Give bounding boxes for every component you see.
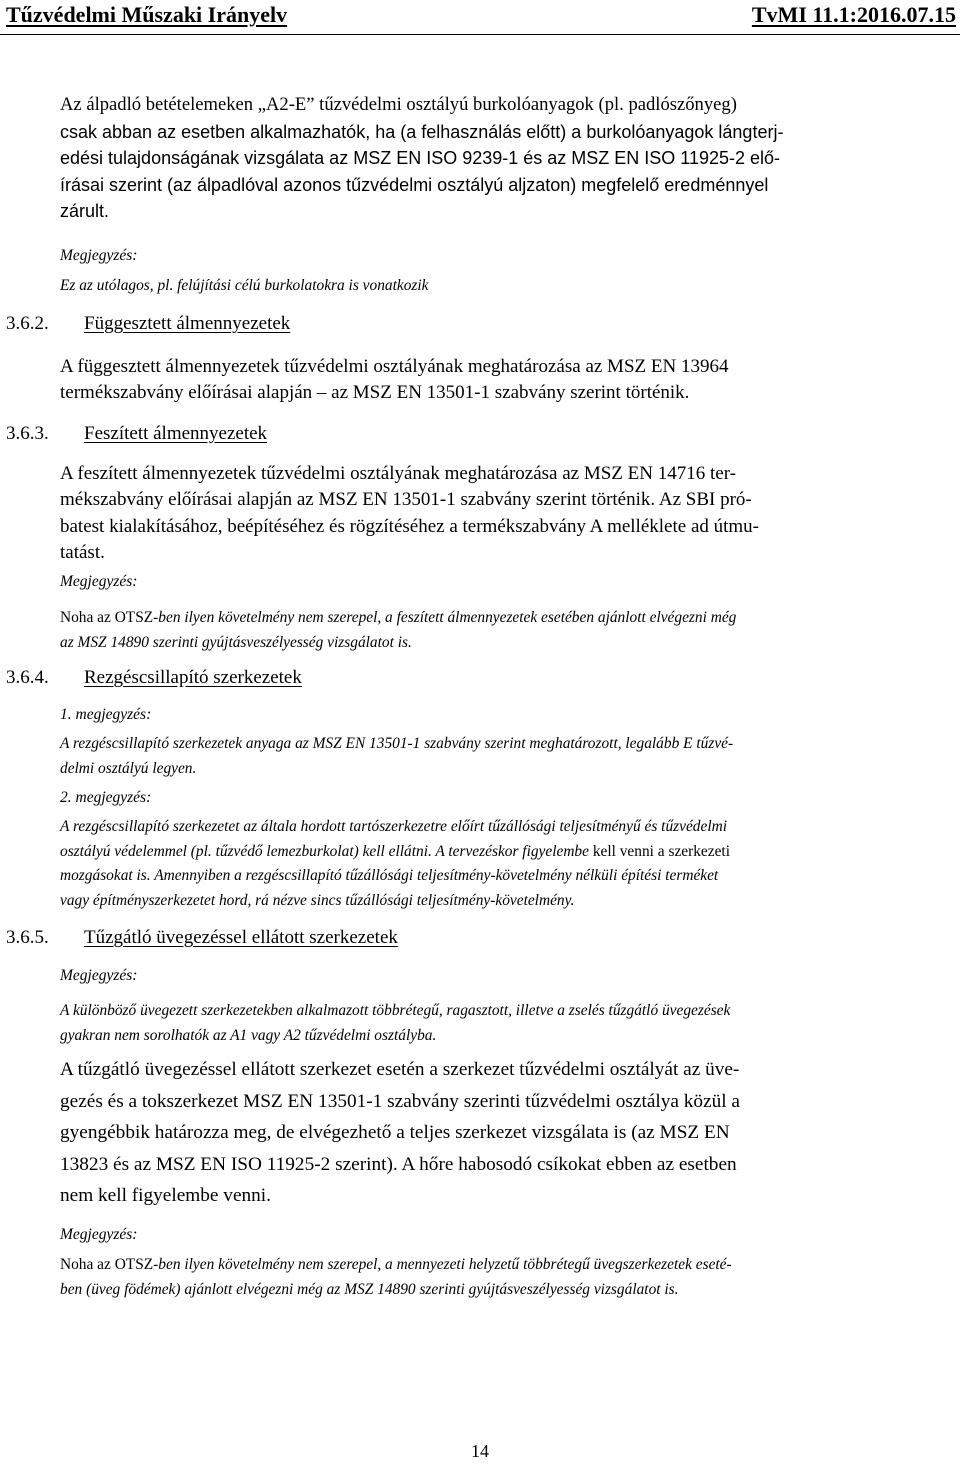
section-body: [60, 354, 956, 407]
section-heading-3-6-5: [6, 927, 398, 949]
section-body: [60, 461, 956, 567]
note-text: Ez az utólagos, pl. felújítási célú burkolatokra is vonatkozik: [60, 277, 429, 294]
text-line: nem kell figyelembe venni.: [60, 1185, 271, 1206]
section-title: Feszített álmennyezetek: [84, 423, 268, 444]
note-line: delmi osztályú legyen.: [60, 759, 197, 777]
text-line: tatást.: [60, 542, 105, 564]
note-line: A rezgéscsillapító szerkezetek anyaga az MSZ EN 13501-1 szabvány szerint meghatározott, legalább E tűzvé-: [60, 735, 734, 752]
note-line: [60, 1253, 956, 1278]
text-line: zárult.: [60, 201, 110, 221]
text-line: csak abban az esetben alkalmazhatók, ha (a felhasználás előtt) a burkolóanyagok lángterj-: [60, 121, 784, 142]
document-code: TvMI 11.1:2016.07.15: [751, 2, 956, 27]
section-heading-3-6-4: [6, 667, 302, 689]
text-line: gezés és a tokszerkezet MSZ EN 13501-1 szabvány szerinti tűzvédelmi osztálya közül a: [60, 1090, 740, 1112]
section-title: Tűzgátló üvegezéssel ellátott szerkezetek: [84, 927, 398, 948]
note-text: [60, 1253, 956, 1302]
note-line-start: osztályú védelemmel (pl. tűzvédő lemezburkolat) kell ellátni. A tervezéskor figyelembe: [60, 842, 593, 860]
note-line-start: Noha az OTSZ-: [60, 609, 159, 626]
note-label: Megjegyzés:: [60, 247, 138, 264]
text-line: A feszített álmennyezetek tűzvédelmi osztályának meghatározása az MSZ EN 14716 ter-: [60, 463, 736, 484]
note-line: gyakran nem sorolhatók az A1 vagy A2 tűzvédelmi osztályba.: [60, 1026, 437, 1044]
note-line: [60, 864, 956, 889]
text-line: A függesztett álmennyezetek tűzvédelmi osztályának meghatározása az MSZ EN 13964: [60, 356, 729, 377]
text-line: írásai szerint (az álpadlóval azonos tűzvédelmi osztályú aljzaton) megfelelő eredménnyel: [60, 174, 769, 195]
note-label: 1. megjegyzés:: [60, 706, 152, 723]
note-line-rest: ben ilyen követelmény nem szerepel, a mennyezeti helyzetű többrétegű üvegszerkezetek eseté-: [158, 1256, 732, 1273]
section-body: [60, 1054, 956, 1212]
note-line-rest: ben (üveg födémek) ajánlott elvégezni még az MSZ 14890 szerinti gyújtásveszélyesség vizsgálatot is.: [60, 1280, 679, 1298]
note-line-rest: kell venni a szerkezeti: [592, 842, 730, 860]
note-text: [60, 732, 956, 781]
note-text: [60, 815, 956, 913]
text-line: 13823 és az MSZ EN ISO 11925-2 szerint). A hőre habosodó csíkokat ebben az esetben: [60, 1153, 737, 1175]
note-line: [60, 606, 956, 631]
note-line: [60, 840, 956, 865]
text-line: Az álpadló betételemeken „A2-E” tűzvédelmi osztályú burkolóanyagok (pl. padlószőnyeg): [60, 94, 737, 115]
note-line-start: mozgásokat is. Amennyiben a rezgéscsillapító tűzállósági teljesítmény-követelmény nélküli építési terméket: [60, 867, 719, 884]
note-line-start: vagy építményszerkezetet hord, rá nézve sincs tűzállósági teljesítmény-követelmény.: [60, 891, 575, 909]
text-line: A tűzgátló üvegezéssel ellátott szerkezet esetén a szerkezet tűzvédelmi osztályát az üve-: [60, 1059, 740, 1080]
section-number: 3.6.3.: [6, 423, 49, 444]
note-label: 2. megjegyzés:: [60, 789, 152, 806]
note-line-rest: ben ilyen követelmény nem szerepel, a feszített álmennyezetek esetében ajánlott elvégezni még: [158, 609, 737, 626]
section-number: 3.6.4.: [6, 667, 49, 688]
text-line: mékszabvány előírásai alapján az MSZ EN 13501-1 szabvány szerint történik. Az SBI pró-: [60, 489, 752, 511]
text-line: batest kialakításához, beépítéséhez és rögzítéséhez a termékszabvány A melléklete ad útmu-: [60, 515, 760, 537]
section-number: 3.6.2.: [6, 313, 49, 334]
note-line: [60, 889, 956, 914]
note-line: [60, 631, 956, 656]
intro-paragraph: [60, 92, 956, 225]
note-text: [60, 999, 956, 1048]
note-text: [60, 606, 956, 655]
text-line: termékszabvány előírásai alapján – az MSZ EN 13501-1 szabvány szerint történik.: [60, 382, 690, 404]
section-heading-3-6-2: [6, 313, 290, 335]
page-header: [0, 0, 960, 35]
section-title: Függesztett álmennyezetek: [84, 313, 291, 334]
section-heading-3-6-3: [6, 423, 267, 445]
note-line-start: A rezgéscsillapító szerkezetet az általa hordott tartószerkezetre előírt tűzállósági teljesítményű és tűzvédelmi: [60, 818, 727, 835]
document-title: Tűzvédelmi Műszaki Irányelv: [6, 2, 288, 27]
text-line: gyengébbik határozza meg, de elvégezhető a teljes szerkezet vizsgálata is (az MSZ EN: [60, 1122, 730, 1143]
note-label: Megjegyzés:: [60, 967, 138, 984]
note-line: A különböző üvegezett szerkezetekben alkalmazott többrétegű, ragasztott, illetve a zselés tűzgátló üvegezések: [60, 1002, 731, 1019]
note-line-rest: az MSZ 14890 szerinti gyújtásveszélyesség vizsgálatot is.: [60, 633, 412, 651]
page-number: 14: [471, 1441, 489, 1461]
text-line: edési tulajdonságának vizsgálata az MSZ EN ISO 9239-1 és az MSZ EN ISO 11925-2 elő-: [60, 148, 781, 168]
section-title: Rezgéscsillapító szerkezetek: [84, 667, 302, 688]
note-label: Megjegyzés:: [60, 573, 138, 590]
note-line: [60, 1278, 956, 1303]
note-label: Megjegyzés:: [60, 1226, 138, 1243]
note-line-start: Noha az OTSZ-: [60, 1256, 159, 1273]
section-number: 3.6.5.: [6, 927, 49, 948]
note-line: [60, 815, 956, 840]
